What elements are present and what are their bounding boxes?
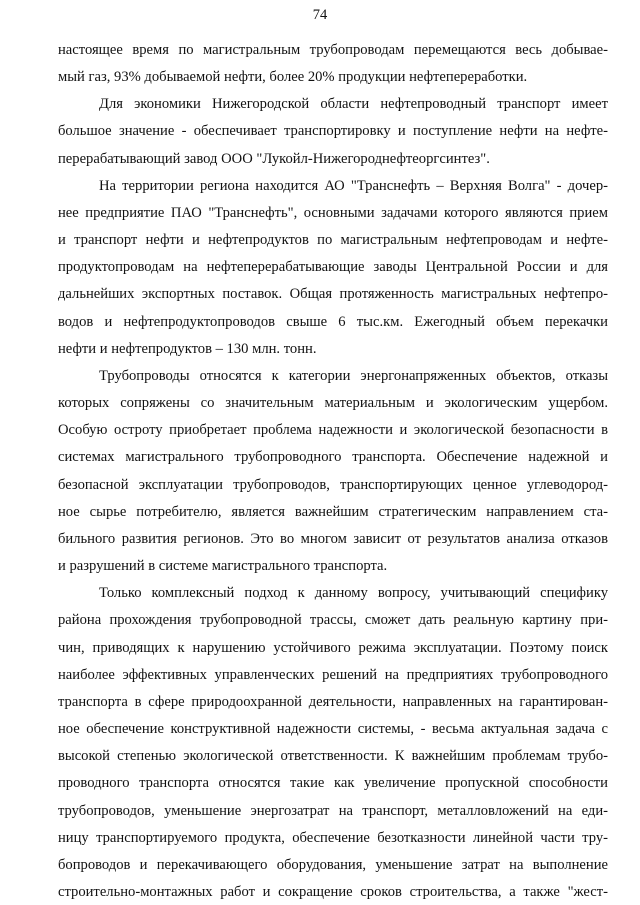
- text-line: ное сырье потребителю, является важнейшим стратегическим направлением ста-: [58, 504, 608, 520]
- text-line: нефти и нефтепродуктов – 130 млн. тонн.: [58, 341, 317, 357]
- text-line: строительно-монтажных работ и сокращение сроков строительства, а также "жест-: [58, 884, 608, 900]
- text-line: На территории региона находится АО "Транснефть – Верхняя Волга" - дочер-: [99, 178, 608, 194]
- text-line: и транспорт нефти и нефтепродуктов по магистральным нефтепроводам и нефте-: [58, 232, 608, 248]
- text-line: Для экономики Нижегородской области нефтепроводный транспорт имеет: [99, 96, 608, 112]
- text-line: проводного транспорта относятся такие как увеличение пропускной способности: [58, 775, 608, 791]
- text-line: и разрушений в системе магистрального транспорта.: [58, 558, 388, 574]
- text-line: ное обеспечение конструктивной надежности системы, - весьма актуальная задача с: [58, 721, 608, 737]
- text-line: нее предприятие ПАО "Транснефть", основными задачами которого являются прием: [58, 205, 608, 221]
- text-line: которых сопряжены со значительным материальным и экологическим ущербом.: [58, 395, 608, 411]
- text-line: наиболее эффективных управленческих решений на предприятиях трубопроводного: [58, 667, 608, 683]
- text-line: ницу транспортируемого продукта, обеспечение безотказности линейной части тру-: [58, 830, 608, 846]
- text-line: бопроводов и перекачивающего оборудования, уменьшение затрат на выполнение: [58, 857, 608, 873]
- text-line: большое значение - обеспечивает транспортировку и поступление нефти на нефте-: [58, 123, 608, 139]
- text-line: Особую остроту приобретает проблема надежности и экологической безопасности в: [58, 422, 608, 438]
- text-line: системах магистрального трубопроводного транспорта. Обеспечение надежной и: [58, 449, 608, 465]
- text-line: водов и нефтепродуктопроводов свыше 6 тыс.км. Ежегодный объем перекачки: [58, 314, 608, 330]
- text-line: бильного развития регионов. Это во многом зависит от результатов анализа отказов: [58, 531, 608, 547]
- text-line: Только комплексный подход к данному вопросу, учитывающий специфику: [99, 585, 608, 601]
- text-line: высокой степенью экологической ответственности. К важнейшим проблемам трубо-: [58, 748, 608, 764]
- text-line: безопасной эксплуатации трубопроводов, транспортирующих ценное углеводород-: [58, 477, 608, 493]
- text-line: чин, приводящих к нарушению устойчивого режима эксплуатации. Поэтому поиск: [58, 640, 608, 656]
- text-line: транспорта в сфере природоохранной деятельности, направленных на гарантирован-: [58, 694, 608, 710]
- text-line: продуктопроводам на нефтеперерабатывающие заводы Центральной России и для: [58, 259, 608, 275]
- text-line: Трубопроводы относятся к категории энергонапряженных объектов, отказы: [99, 368, 608, 384]
- text-line: настоящее время по магистральным трубопроводам перемещаются весь добывае-: [58, 42, 608, 58]
- text-line: района прохождения трубопроводной трассы, сможет дать реальную картину при-: [58, 612, 608, 628]
- text-line: перерабатывающий завод ООО "Лукойл-Нижегороднефтеоргсинтез".: [58, 151, 490, 167]
- text-line: дальнейших экспортных поставок. Общая протяженность магистральных нефтепро-: [58, 286, 608, 302]
- page-number: 74: [312, 7, 328, 23]
- text-line: мый газ, 93% добываемой нефти, более 20% продукции нефтепереработки.: [58, 69, 528, 85]
- text-line: трубопроводов, уменьшение энергозатрат на транспорт, металловложений на еди-: [58, 803, 608, 819]
